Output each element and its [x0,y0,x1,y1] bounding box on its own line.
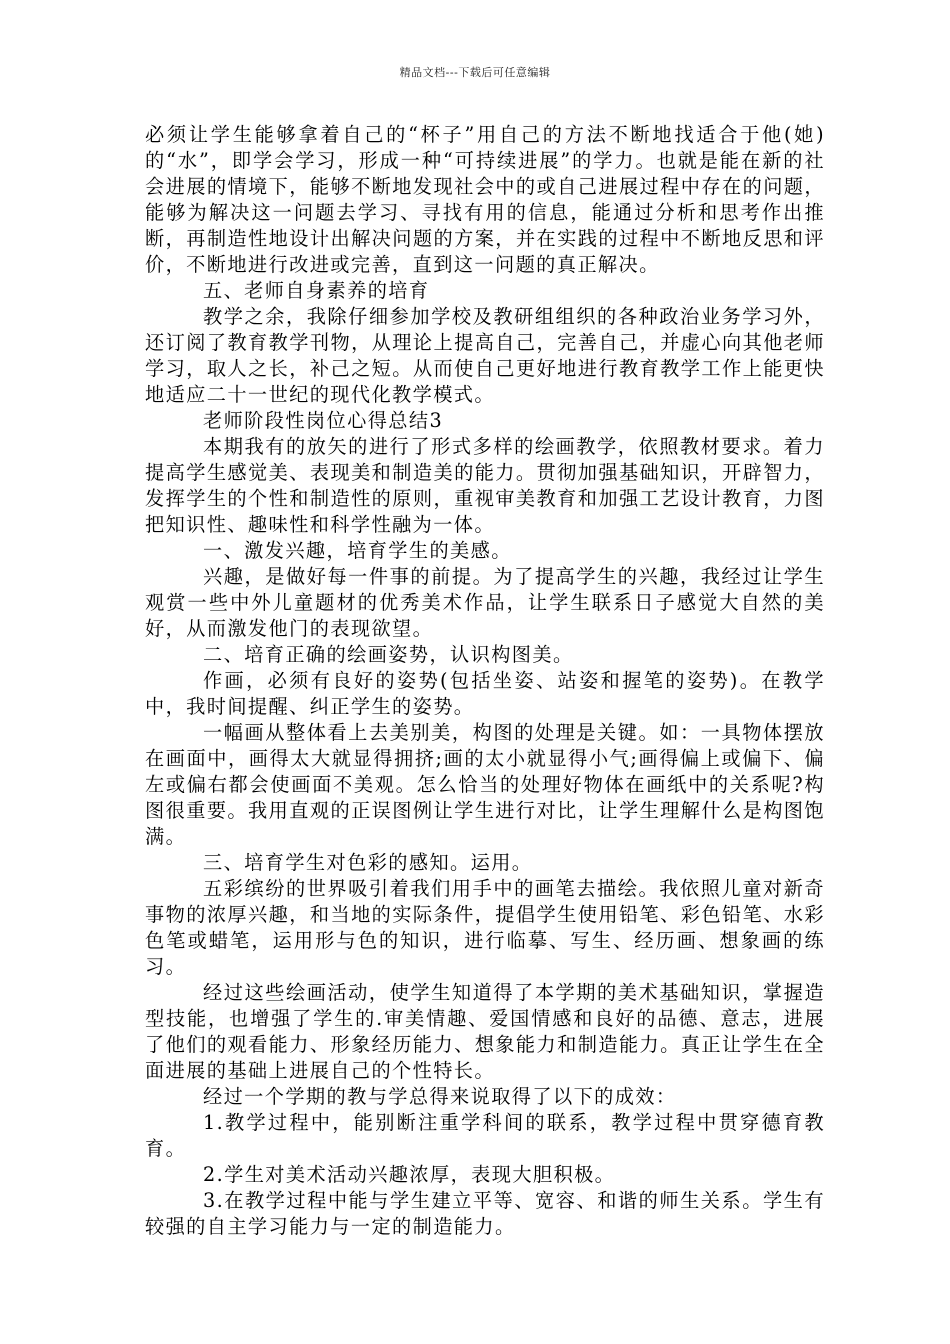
paragraph: 3.在教学过程中能与学生建立平等、宽容、和谐的师生关系。学生有较强的自主学习能力与一定的制造能力。 [145,1189,825,1238]
paragraph: 兴趣，是做好每一件事的前提。为了提高学生的兴趣，我经过让学生观赏一些中外儿童题材的优秀美术作品，让学生联系日子感觉大自然的美好，从而激发他门的表现欲望。 [145,565,825,640]
paragraph: 作画，必须有良好的姿势(包括坐姿、站姿和握笔的姿势)。在教学中，我时间提醒、纠正学生的姿势。 [145,669,825,718]
paragraph: 五彩缤纷的世界吸引着我们用手中的画笔去描绘。我依照儿童对新奇事物的浓厚兴趣，和当地的实际条件，提倡学生使用铅笔、彩色铅笔、水彩色笔或蜡笔，运用形与色的知识，进行临摹、写生、经历画、想象画的练习。 [145,877,825,978]
paragraph: 三、培育学生对色彩的感知。运用。 [203,851,533,874]
paragraph: 老师阶段性岗位心得总结3 [203,409,444,432]
paragraph: 经过这些绘画活动，使学生知道得了本学期的美术基础知识，掌握造型技能，也增强了学生的.审美情趣、爱国情感和良好的品德、意志，进展了他们的观看能力、形象经历能力、想象能力和制造能力。真正让学生在全面进展的基础上进展自己的个性特长。 [145,981,825,1082]
paragraph: 一幅画从整体看上去美别美，构图的处理是关键。如：一具物体摆放在画面中，画得太大就显得拥挤;画的太小就显得小气;画得偏上或偏下、偏左或偏右都会使画面不美观。怎么恰当的处理好物体在画纸中的关系呢?构图很重要。我用直观的正误图例让学生进行对比，让学生理解什么是构图饱满。 [145,721,825,848]
paragraph: 本期我有的放矢的进行了形式多样的绘画教学，依照教材要求。着力提高学生感觉美、表现美和制造美的能力。贯彻加强基础知识，开辟智力，发挥学生的个性和制造性的原则，重视审美教育和加强工艺设计教育，力图把知识性、趣味性和科学性融为一体。 [145,435,825,536]
paragraph: 1.教学过程中，能别断注重学科间的联系，教学过程中贯穿德育教育。 [145,1111,825,1160]
document-body [145,122,825,1240]
paragraph: 一、激发兴趣，培育学生的美感。 [203,539,512,562]
page-header: 精品文档---下载后可任意编辑 [399,66,551,79]
paragraph: 必须让学生能够拿着自己的“杯子”用自己的方法不断地找适合于他(她)的“水”，即学会学习，形成一种“可持续进展”的学力。也就是能在新的社会进展的情境下，能够不断地发现社会中的或自己进展过程中存在的问题，能够为解决这一问题去学习、寻找有用的信息，能通过分析和思考作出推断，再制造性地设计出解决问题的方案，并在实践的过程中不断地反思和评价，不断地进行改进或完善，直到这一问题的真正解决。 [145,123,825,276]
paragraph: 五、老师自身素养的培育 [203,279,430,302]
paragraph: 经过一个学期的教与学总得来说取得了以下的成效： [203,1085,677,1108]
paragraph: 教学之余，我除仔细参加学校及教研组组织的各种政治业务学习外，还订阅了教育教学刊物，从理论上提高自己，完善自己，并虚心向其他老师学习，取人之长，补己之短。从而使自己更好地进行教育教学工作上能更快地适应二十一世纪的现代化教学模式。 [145,305,825,406]
paragraph: 2.学生对美术活动兴趣浓厚，表现大胆积极。 [203,1163,616,1186]
paragraph: 二、培育正确的绘画姿势，认识构图美。 [203,643,574,666]
